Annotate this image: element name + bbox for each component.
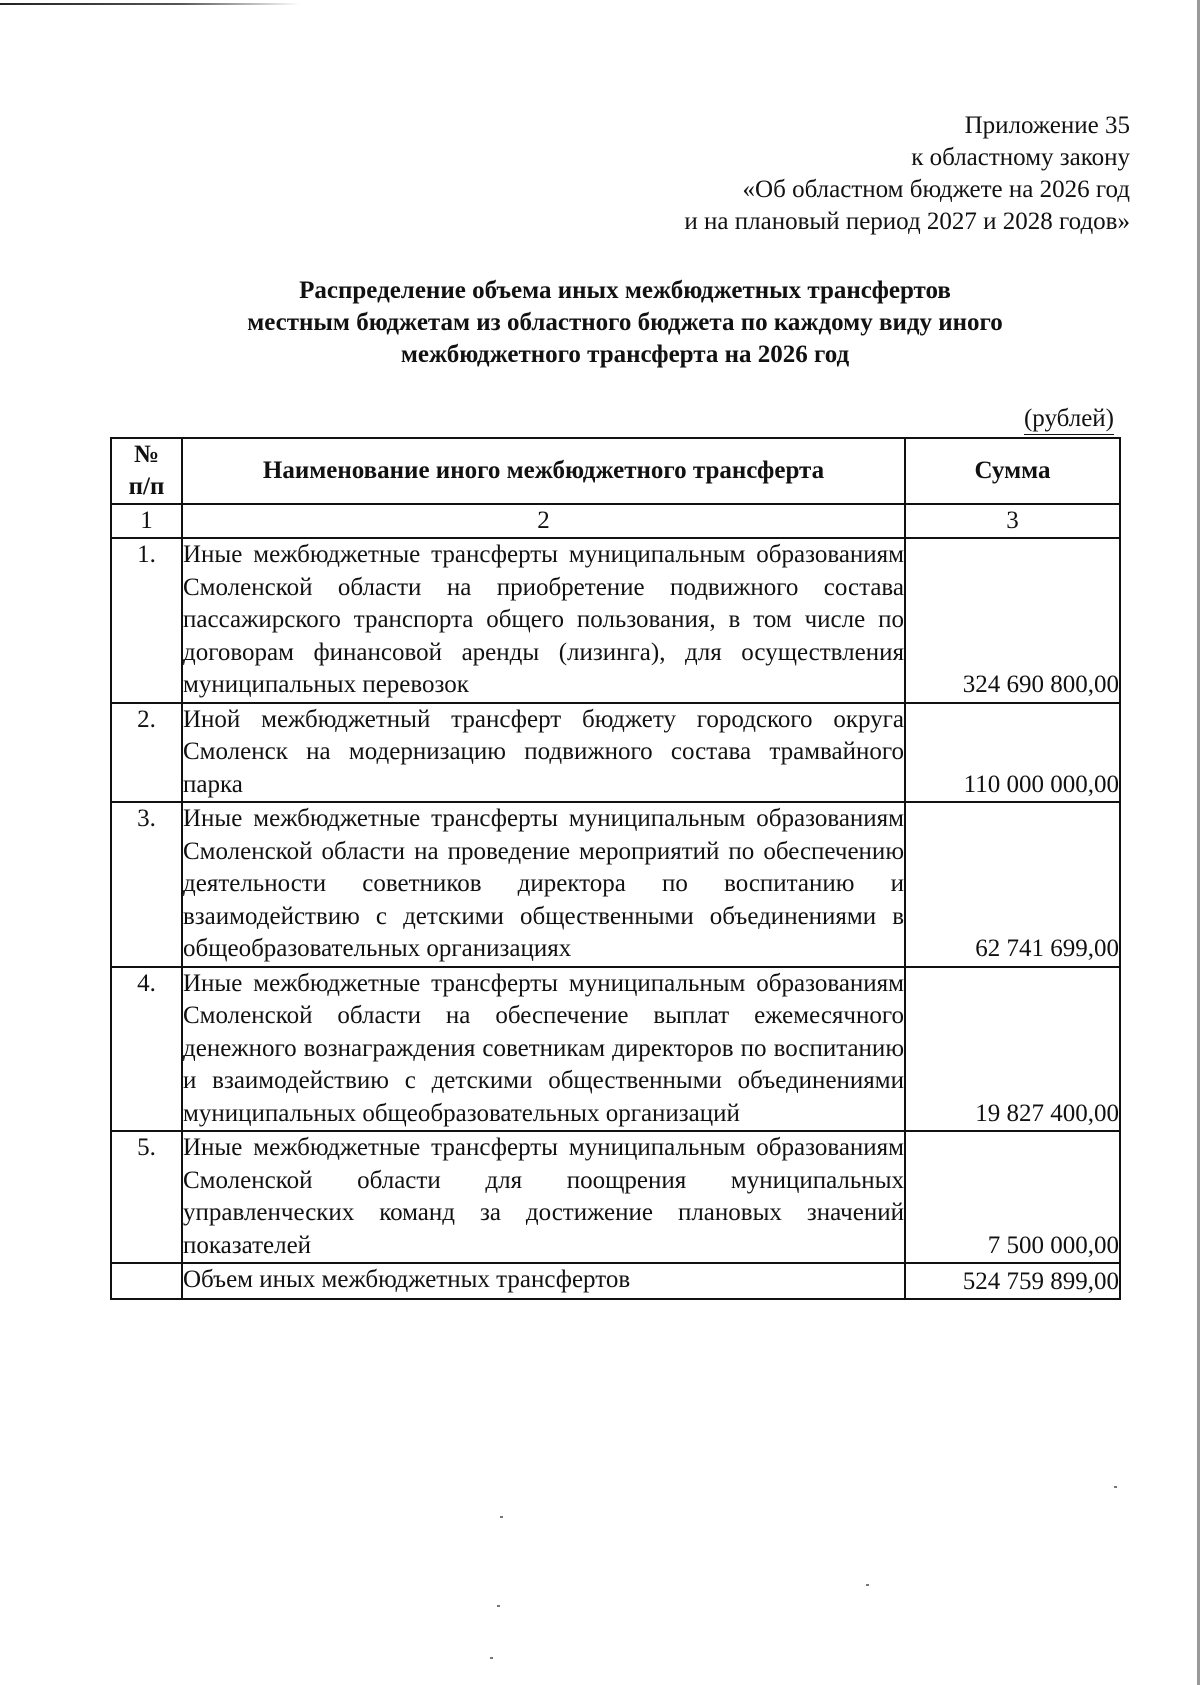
appendix-line: к областному закону bbox=[911, 144, 1130, 171]
table-row bbox=[111, 703, 1120, 803]
row-name: Иной межбюджетный трансферт бюджету городского округа Смоленск на модернизацию подвижного состава трамвайного парка bbox=[182, 703, 905, 803]
column-index: 2 bbox=[182, 504, 905, 538]
row-name: Иные межбюджетные трансферты муниципальным образованиям Смоленской области на проведение мероприятий по обеспечению деятельности советников директора по воспитанию и взаимодействию с детскими общественными объединениями в общеобразовательных организациях bbox=[182, 802, 905, 967]
title-line: местным бюджетам из областного бюджета по каждому виду иного bbox=[247, 309, 1003, 336]
row-sum: 110 000 000,00 bbox=[905, 703, 1120, 803]
row-name: Иные межбюджетные трансферты муниципальным образованиям Смоленской области на обеспечение выплат ежемесячного денежного вознаграждения советникам директоров по воспитанию и взаимодействию с детскими общественными объединениями муниципальных общеобразовательных организаций bbox=[182, 967, 905, 1132]
scan-speck bbox=[500, 1516, 503, 1518]
scan-artifact-line bbox=[0, 3, 300, 5]
scan-speck bbox=[1114, 1486, 1117, 1488]
unit-label: (рублей) bbox=[1024, 404, 1114, 435]
appendix-line: и на плановый период 2027 и 2028 годов» bbox=[684, 208, 1130, 235]
column-index-row bbox=[111, 504, 1120, 538]
total-number-cell bbox=[111, 1263, 182, 1299]
row-number: 2. bbox=[111, 703, 182, 803]
table-row bbox=[111, 802, 1120, 967]
table-row bbox=[111, 538, 1120, 703]
row-name: Иные межбюджетные трансферты муниципальным образованиям Смоленской области для поощрения муниципальных управленческих команд за достижение плановых значений показателей bbox=[182, 1131, 905, 1263]
row-number: 1. bbox=[111, 538, 182, 703]
appendix-line: Приложение 35 bbox=[964, 112, 1130, 139]
total-label: Объем иных межбюджетных трансфертов bbox=[182, 1263, 905, 1299]
total-row bbox=[111, 1263, 1120, 1299]
title-line: Распределение объема иных межбюджетных трансфертов bbox=[299, 277, 951, 304]
column-index: 3 bbox=[905, 504, 1120, 538]
row-name: Иные межбюджетные трансферты муниципальным образованиям Смоленской области на приобретение подвижного состава пассажирского транспорта общего пользования, в том числе по договорам финансовой аренды (лизинга), для осуществления муниципальных перевозок bbox=[182, 538, 905, 703]
header-number-abbr: п/п bbox=[128, 473, 165, 500]
appendix-note bbox=[684, 110, 1130, 238]
row-sum: 62 741 699,00 bbox=[905, 802, 1120, 967]
scan-speck bbox=[497, 1605, 500, 1607]
title-line: межбюджетного трансферта на 2026 год bbox=[400, 341, 850, 368]
table-header-row bbox=[111, 438, 1120, 504]
appendix-line: «Об областном бюджете на 2026 год bbox=[742, 176, 1130, 203]
row-number: 5. bbox=[111, 1131, 182, 1263]
total-sum: 524 759 899,00 bbox=[905, 1263, 1120, 1299]
scan-speck bbox=[490, 1657, 493, 1659]
transfers-table bbox=[110, 437, 1121, 1300]
row-sum: 324 690 800,00 bbox=[905, 538, 1120, 703]
column-index: 1 bbox=[111, 504, 182, 538]
document-title bbox=[0, 275, 1200, 371]
row-number: 3. bbox=[111, 802, 182, 967]
row-sum: 7 500 000,00 bbox=[905, 1131, 1120, 1263]
scan-speck bbox=[866, 1584, 869, 1586]
header-number bbox=[111, 438, 182, 504]
row-sum: 19 827 400,00 bbox=[905, 967, 1120, 1132]
table-row bbox=[111, 1131, 1120, 1263]
header-number-sign: № bbox=[133, 441, 160, 468]
table-row bbox=[111, 967, 1120, 1132]
header-name: Наименование иного межбюджетного трансферта bbox=[182, 438, 905, 504]
row-number: 4. bbox=[111, 967, 182, 1132]
header-sum: Сумма bbox=[905, 438, 1120, 504]
